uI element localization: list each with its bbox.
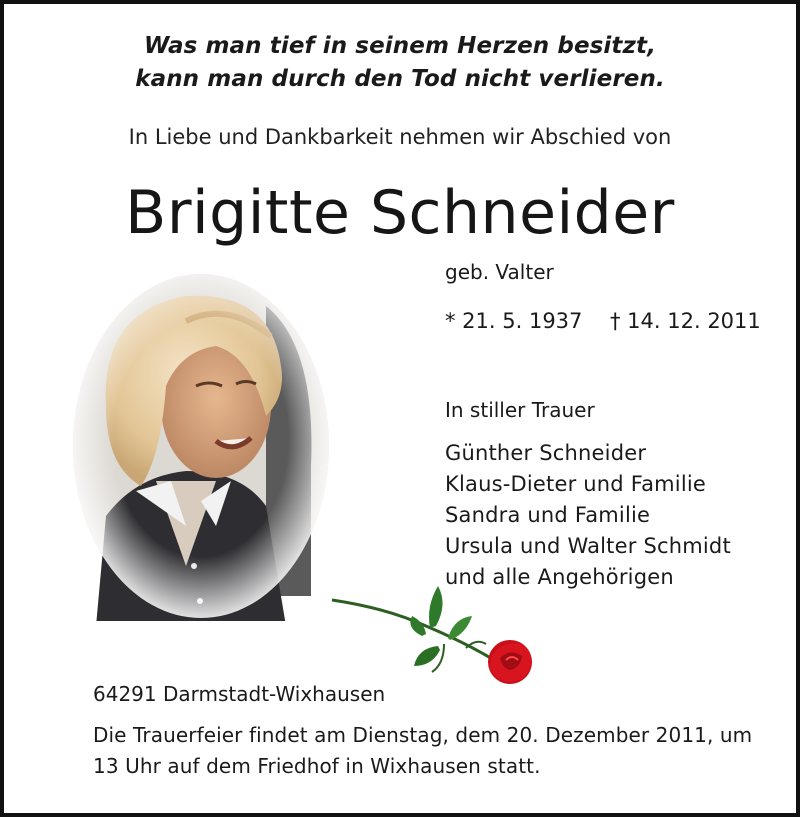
farewell-intro: In Liebe und Dankbarkeit nehmen wir Abschied von: [128, 125, 672, 149]
red-rose-icon: [326, 578, 538, 688]
birth-date: * 21. 5. 1937: [445, 309, 583, 333]
portrait-photo: [66, 266, 336, 621]
mourner-name: Ursula und Walter Schmidt: [445, 534, 731, 558]
mourner-name: Sandra und Familie: [445, 503, 651, 527]
mourner-name: und alle Angehörigen: [445, 565, 674, 589]
mourning-heading: In stiller Trauer: [445, 398, 595, 422]
mourners-list: [445, 438, 731, 593]
deceased-name: Brigitte Schneider: [125, 178, 675, 248]
mourner-name: Klaus-Dieter und Familie: [445, 472, 707, 496]
quote-line-2: kann man durch den Tod nicht verlieren.: [135, 66, 665, 92]
address: 64291 Darmstadt-Wixhausen: [93, 682, 386, 706]
funeral-ceremony-info: Die Trauerfeier findet am Dienstag, dem 20. Dezember 2011, um 13 Uhr auf dem Friedhof in Wixhausen statt.: [93, 723, 753, 778]
death-date: † 14. 12. 2011: [610, 309, 761, 333]
mourner-name: Günther Schneider: [445, 441, 647, 465]
quote-line-1: Was man tief in seinem Herzen besitzt,: [144, 33, 656, 59]
birth-name: geb. Valter: [445, 260, 554, 284]
